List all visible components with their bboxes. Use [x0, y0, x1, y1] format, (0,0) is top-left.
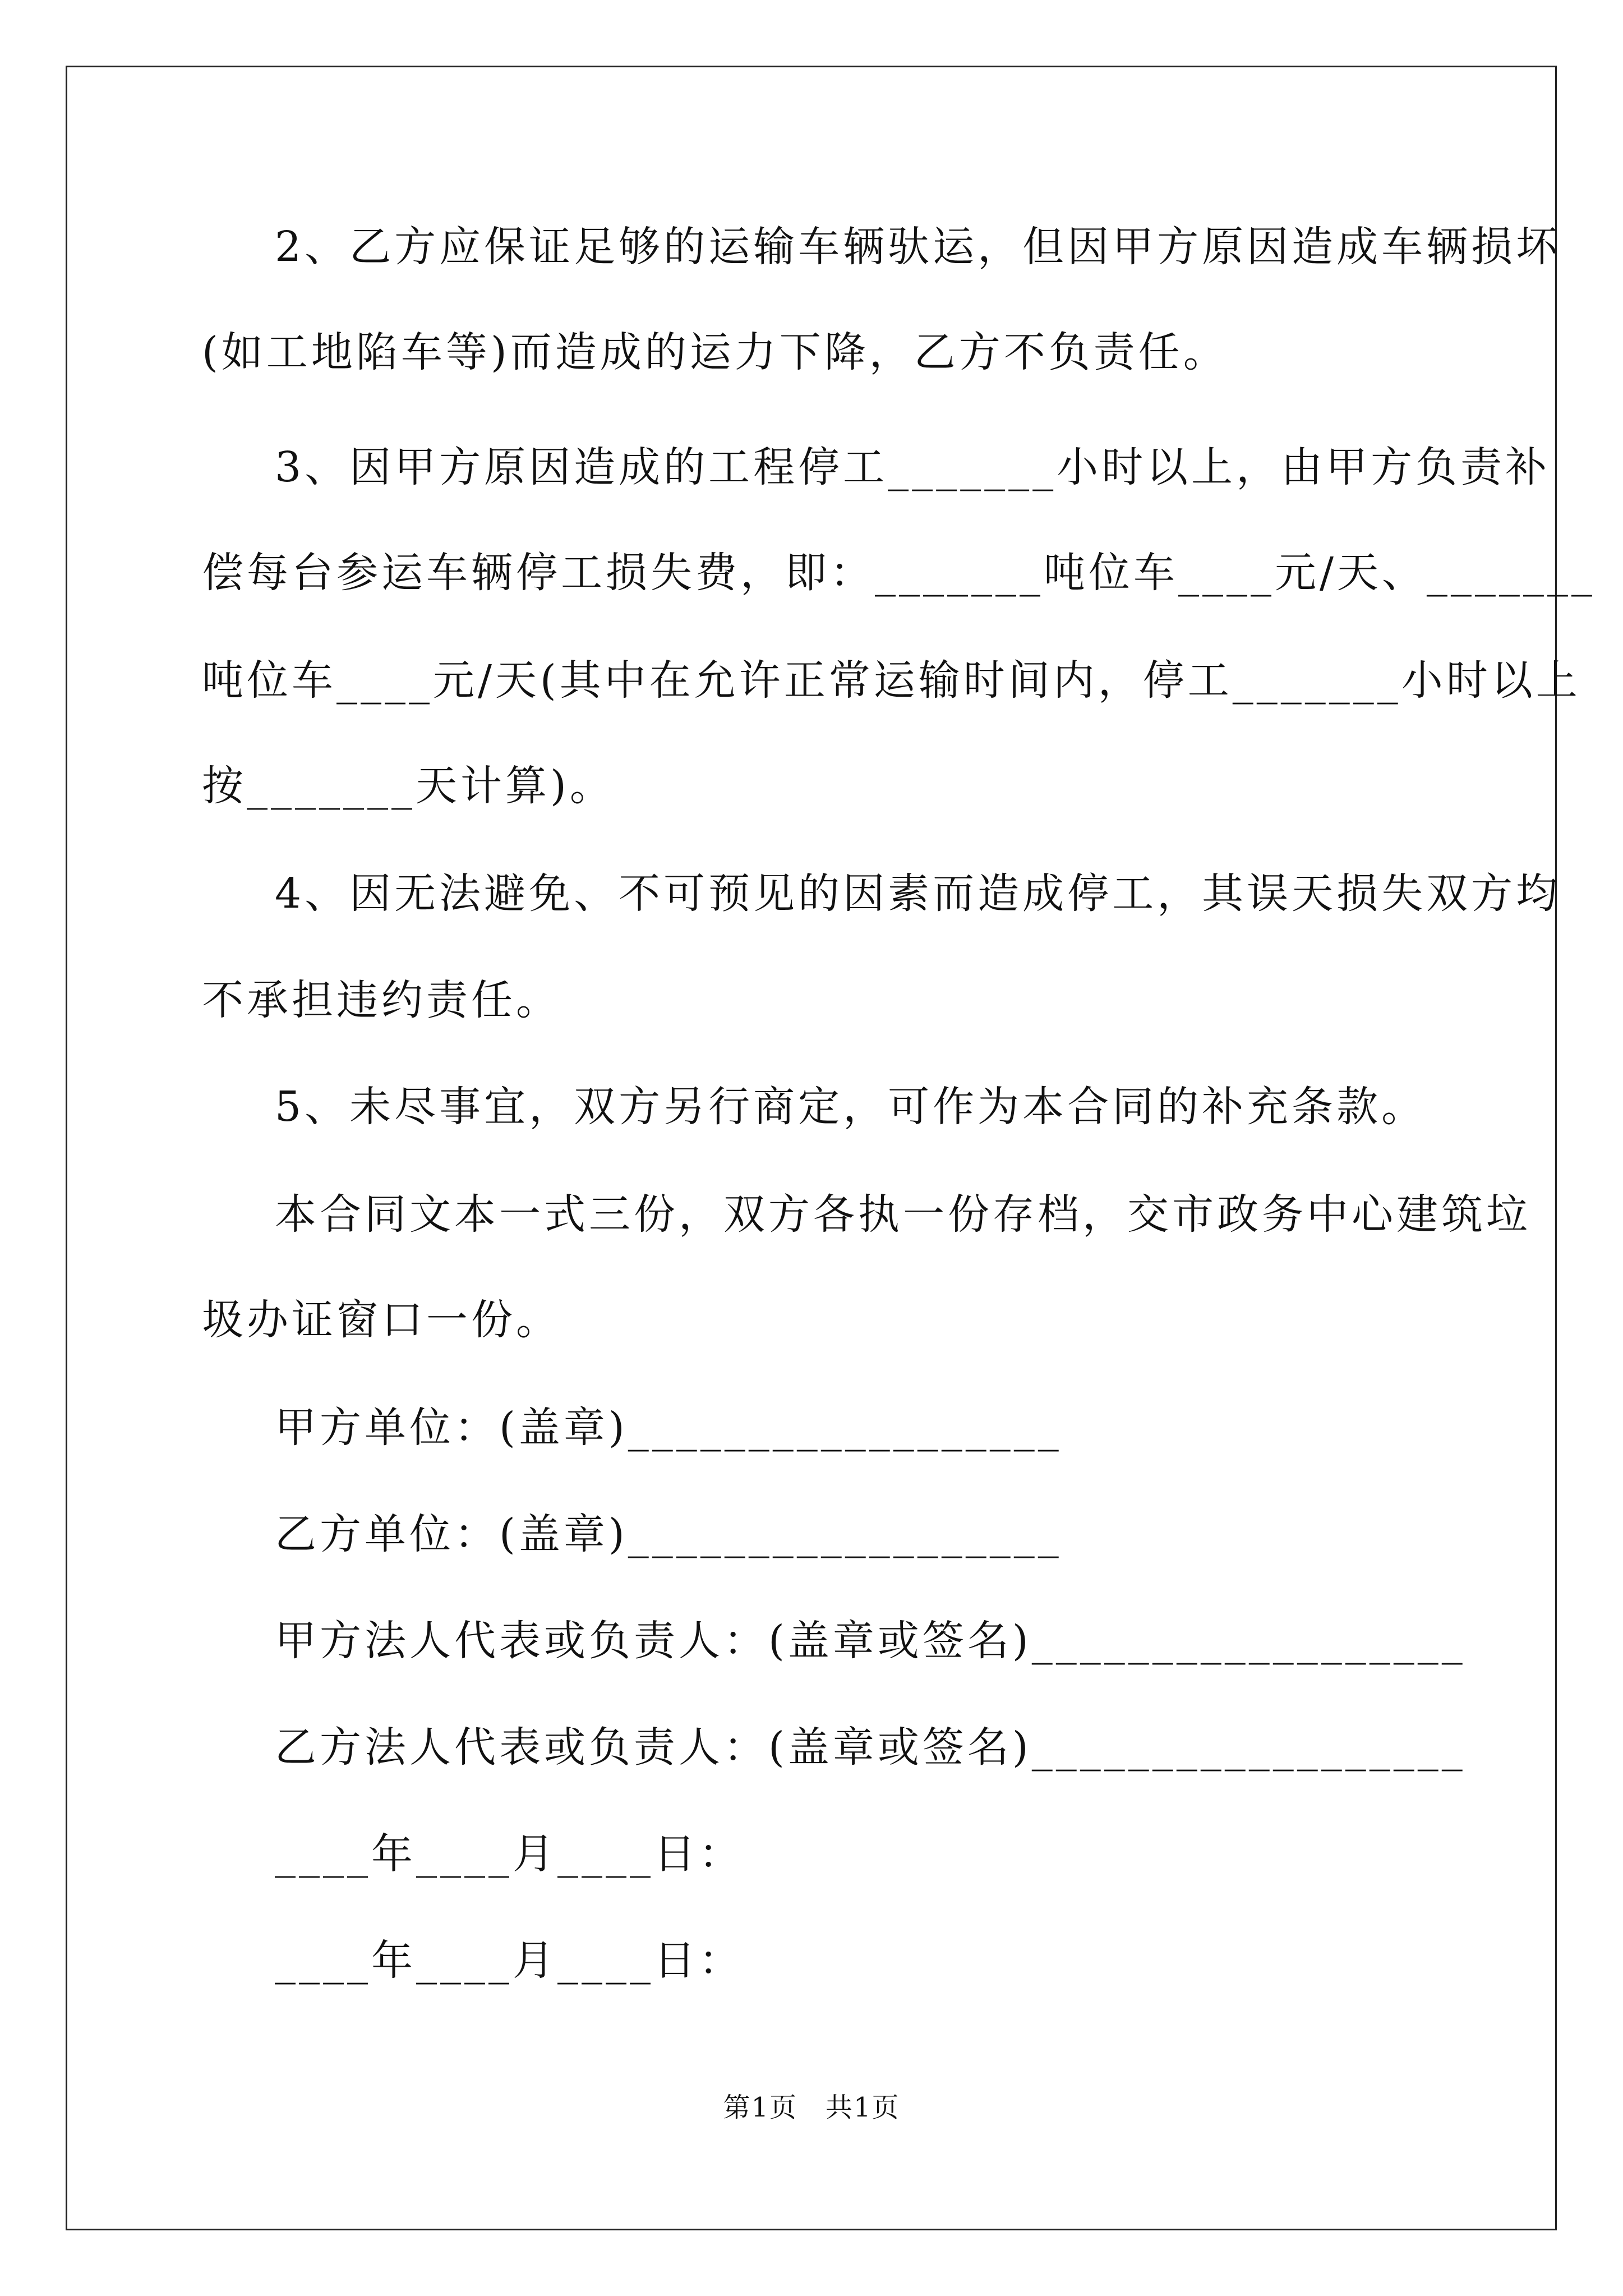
date-line-1: ____年____月____日： — [275, 1830, 744, 1878]
copies-line-1: 本合同文本一式三份，双方各执一份存档，交市政务中心建筑垃 — [275, 1190, 1531, 1239]
copies-line-2: 圾办证窗口一份。 — [202, 1296, 561, 1344]
clause-2-line-1: 2、乙方应保证足够的运输车辆驮运，但因甲方原因造成车辆损坏 — [275, 223, 1561, 271]
clause-3-line-1: 3、因甲方原因造成的工程停工_______小时以上，由甲方负责补 — [275, 443, 1551, 491]
clause-3-line-2: 偿每台参运车辆停工损失费，即：_______吨位车____元/天、_______ — [202, 549, 1596, 597]
clause-4-line-2: 不承担违约责任。 — [202, 976, 561, 1024]
page-number-footer: 第1页 共1页 — [723, 2092, 900, 2123]
page-border — [66, 66, 1596, 2230]
date-line-2: ____年____月____日： — [275, 1936, 744, 1985]
party-a-unit-line: 甲方单位：(盖章)__________________ — [275, 1404, 1062, 1452]
clause-3-line-3: 吨位车____元/天(其中在允许正常运输时间内，停工_______小时以上 — [202, 656, 1581, 705]
party-a-representative-line: 甲方法人代表或负责人：(盖章或签名)__________________ — [275, 1617, 1466, 1665]
clause-5-line-1: 5、未尽事宜，双方另行商定，可作为本合同的补充条款。 — [275, 1083, 1427, 1131]
clause-4-line-1: 4、因无法避免、不可预见的因素而造成停工，其误天损失双方均 — [275, 869, 1561, 918]
clause-2-line-2: (如工地陷车等)而造成的运力下降，乙方不负责任。 — [202, 328, 1228, 376]
clause-3-line-4: 按_______天计算)。 — [202, 762, 615, 810]
party-b-unit-line: 乙方单位：(盖章)__________________ — [275, 1510, 1062, 1558]
party-b-representative-line: 乙方法人代表或负责人：(盖章或签名)__________________ — [275, 1723, 1466, 1772]
